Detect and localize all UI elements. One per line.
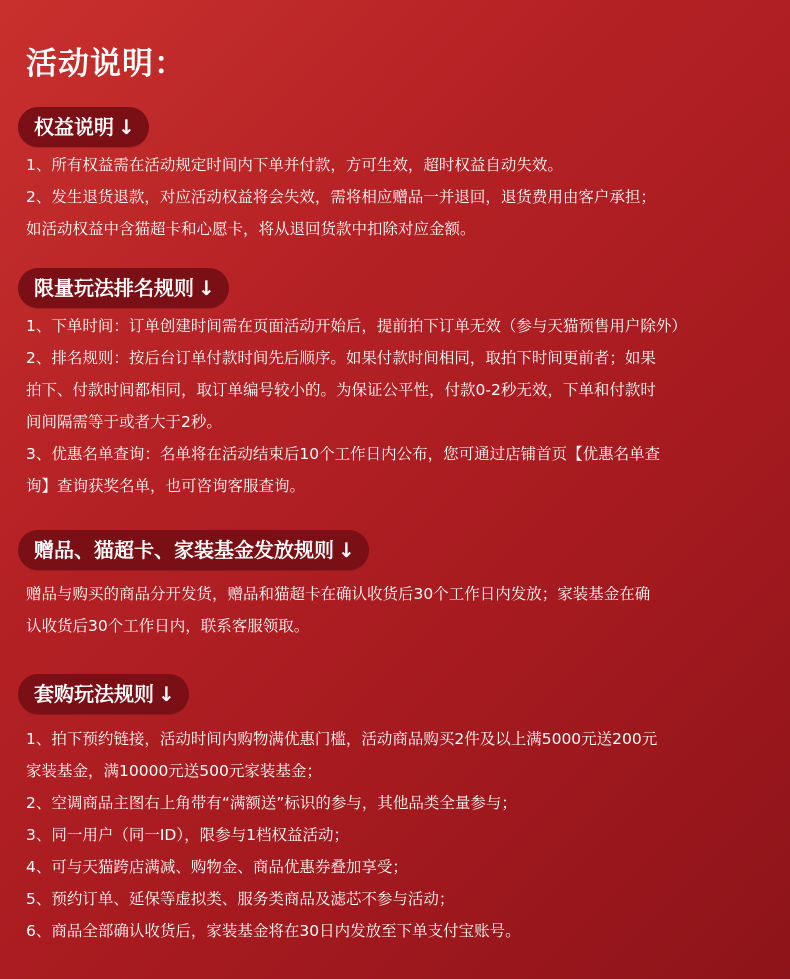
rule-line: 认收货后30个工作日内，联系客服领取。 bbox=[26, 617, 310, 635]
rule-line: 间间隔需等于或者大于2秒。 bbox=[26, 413, 222, 431]
rule-line: 1、下单时间：订单创建时间需在页面活动开始后，提前拍下订单无效（参与天猫预售用户除外） bbox=[26, 317, 687, 335]
rule-line: 3、优惠名单查询：名单将在活动结束后10个工作日内公布，您可通过店铺首页【优惠名单查 bbox=[26, 445, 661, 463]
section-heading-label: 限量玩法排名规则 bbox=[34, 276, 194, 300]
arrow-down-icon: ↓ bbox=[118, 115, 135, 139]
section-heading-benefits bbox=[18, 107, 149, 147]
section-body-benefits bbox=[26, 149, 766, 245]
page-title: 活动说明： bbox=[26, 46, 186, 82]
section-heading-gift-delivery bbox=[18, 530, 369, 570]
section-heading-label: 套购玩法规则 bbox=[34, 682, 154, 706]
rule-line: 3、同一用户（同一ID），限参与1档权益活动； bbox=[26, 826, 349, 844]
rule-line: 1、所有权益需在活动规定时间内下单并付款，方可生效，超时权益自动失效。 bbox=[26, 156, 563, 174]
section-body-bundle bbox=[26, 723, 766, 947]
rule-line: 如活动权益中含猫超卡和心愿卡，将从退回货款中扣除对应金额。 bbox=[26, 220, 476, 238]
arrow-down-icon: ↓ bbox=[198, 276, 215, 300]
arrow-down-icon: ↓ bbox=[158, 682, 175, 706]
rule-line: 询】查询获奖名单，也可咨询客服查询。 bbox=[26, 477, 306, 495]
section-heading-ranking bbox=[18, 268, 229, 308]
rule-line: 2、空调商品主图右上角带有“满额送”标识的参与，其他品类全量参与； bbox=[26, 794, 517, 812]
rule-line: 家装基金，满10000元送500元家装基金； bbox=[26, 762, 322, 780]
rule-line: 1、拍下预约链接，活动时间内购物满优惠门槛，活动商品购买2件及以上满5000元送200元 bbox=[26, 730, 658, 748]
rule-line: 6、商品全部确认收货后，家装基金将在30日内发放至下单支付宝账号。 bbox=[26, 922, 521, 940]
rule-line: 2、排名规则：按后台订单付款时间先后顺序。如果付款时间相同，取拍下时间更前者；如果 bbox=[26, 349, 656, 367]
arrow-down-icon: ↓ bbox=[338, 538, 355, 562]
section-heading-label: 权益说明 bbox=[34, 115, 114, 139]
section-heading-bundle bbox=[18, 674, 189, 714]
rule-line: 4、可与天猫跨店满减、购物金、商品优惠券叠加享受； bbox=[26, 858, 408, 876]
section-heading-label: 赠品、猫超卡、家装基金发放规则 bbox=[34, 538, 334, 562]
section-body-ranking bbox=[26, 310, 766, 502]
rule-line: 拍下、付款时间都相同，取订单编号较小的。为保证公平性，付款0-2秒无效，下单和付款时 bbox=[26, 381, 656, 399]
rule-line: 赠品与购买的商品分开发货，赠品和猫超卡在确认收货后30个工作日内发放；家装基金在确 bbox=[26, 585, 651, 603]
section-body-gift-delivery bbox=[26, 578, 766, 642]
rule-line: 5、预约订单、延保等虚拟类、服务类商品及滤芯不参与活动； bbox=[26, 890, 455, 908]
rule-line: 2、发生退货退款，对应活动权益将会失效，需将相应赠品一并退回，退货费用由客户承担； bbox=[26, 188, 656, 206]
